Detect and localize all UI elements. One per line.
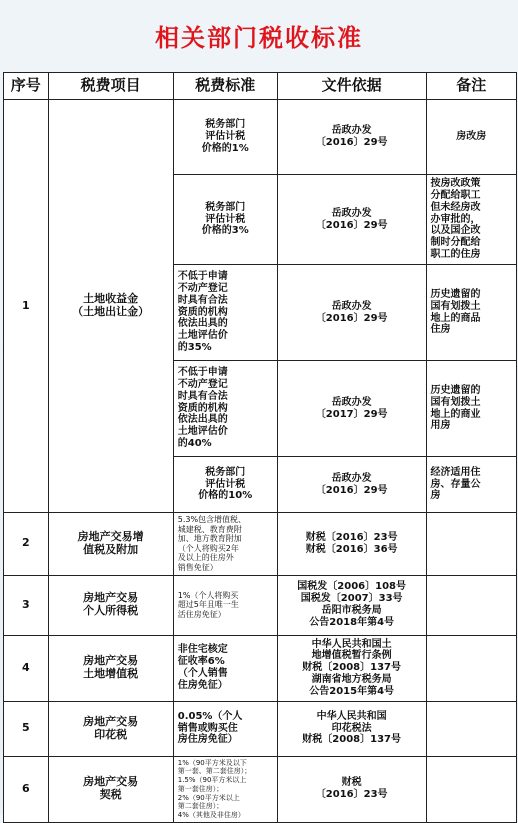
header-standard: 税费标准 <box>173 73 277 100</box>
item-cell: 房地产交易 个人所得税 <box>48 575 173 635</box>
basis-cell: 中华人民共和国 印花税法 财税〔2008〕137号 <box>277 701 426 756</box>
table-row <box>4 701 517 756</box>
item-cell: 土地收益金 （土地出让金） <box>48 100 173 513</box>
header-item: 税费项目 <box>48 73 173 100</box>
header-note: 备注 <box>426 73 517 100</box>
basis-cell: 岳政办发 〔2016〕29号 <box>277 175 426 265</box>
note-cell <box>426 756 517 822</box>
table-header-row <box>4 73 517 100</box>
note-cell: 按房改政策 分配给职工 但未经房改 办审批的， 以及国企改 制时分配给 职工的住房 <box>426 175 517 265</box>
note-cell: 房改房 <box>426 100 517 175</box>
note-cell <box>426 513 517 576</box>
standard-cell: 不低于申请 不动产登记 时具有合法 资质的机构 依法出具的 土地评估价 的35% <box>173 265 277 361</box>
basis-cell: 国税发〔2006〕108号 国税发〔2007〕33号 岳阳市税务局 公告2018年第4号 <box>277 575 426 635</box>
standard-cell: 税务部门 评估计税 价格的1% <box>173 100 277 175</box>
header-no: 序号 <box>4 73 49 100</box>
standard-cell: 非住宅核定 征收率6% （个人销售 住房免征） <box>173 635 277 701</box>
basis-cell: 财税 〔2016〕23号 <box>277 756 426 822</box>
row-number: 2 <box>4 513 49 576</box>
row-number: 1 <box>4 100 49 513</box>
row-number: 6 <box>4 756 49 822</box>
note-cell: 经济适用住 房、存量公 房 <box>426 457 517 513</box>
basis-cell: 岳政办发 〔2017〕29号 <box>277 361 426 457</box>
basis-cell: 岳政办发 〔2016〕29号 <box>277 100 426 175</box>
row-number: 3 <box>4 575 49 635</box>
standard-cell: 1%（90平方米及以下 第一套、第二套住房）； 1.5%（90平方米以上 第一套住房）； 2%（90平方米以上 第二套住房）； 4%（其他及非住房） <box>173 756 277 822</box>
row-number: 4 <box>4 635 49 701</box>
note-cell <box>426 575 517 635</box>
table-row <box>4 635 517 701</box>
note-cell: 历史遗留的 国有划拨土 地上的商品 住房 <box>426 265 517 361</box>
item-cell: 房地产交易增 值税及附加 <box>48 513 173 576</box>
item-cell: 房地产交易 土地增值税 <box>48 635 173 701</box>
page-title: 相关部门税收标准 <box>155 24 363 52</box>
table-row <box>4 756 517 822</box>
item-cell: 房地产交易 印花税 <box>48 701 173 756</box>
note-cell <box>426 701 517 756</box>
basis-cell: 岳政办发 〔2016〕29号 <box>277 457 426 513</box>
table-row <box>4 575 517 635</box>
standard-cell: 1%（个人将购买 超过5年且唯一生 活住房免征） <box>173 575 277 635</box>
basis-cell: 岳政办发 〔2016〕29号 <box>277 265 426 361</box>
note-cell: 历史遗留的 国有划拨土 地上的商业 用房 <box>426 361 517 457</box>
standard-cell: 5.3%包含增值税、 城建税、教育费附 加、地方教育附加 （个人将购买2年 及以上的住房外 销售免征） <box>173 513 277 576</box>
table-row <box>4 513 517 576</box>
row-number: 5 <box>4 701 49 756</box>
item-cell: 房地产交易 契税 <box>48 756 173 822</box>
tax-standards-table <box>3 72 517 823</box>
header-basis: 文件依据 <box>277 73 426 100</box>
standard-cell: 税务部门 评估计税 价格的3% <box>173 175 277 265</box>
table-row <box>4 100 517 175</box>
basis-cell: 财税〔2016〕23号 财税〔2016〕36号 <box>277 513 426 576</box>
standard-cell: 0.05%（个人 销售或购买住 房住房免征） <box>173 701 277 756</box>
standard-cell: 不低于申请 不动产登记 时具有合法 资质的机构 依法出具的 土地评估价 的40% <box>173 361 277 457</box>
standard-cell: 税务部门 评估计税 价格的10% <box>173 457 277 513</box>
note-cell <box>426 635 517 701</box>
basis-cell: 中华人民共和国土 地增值税暂行条例 财税〔2008〕137号 湖南省地方税务局 公告2015年第4号 <box>277 635 426 701</box>
